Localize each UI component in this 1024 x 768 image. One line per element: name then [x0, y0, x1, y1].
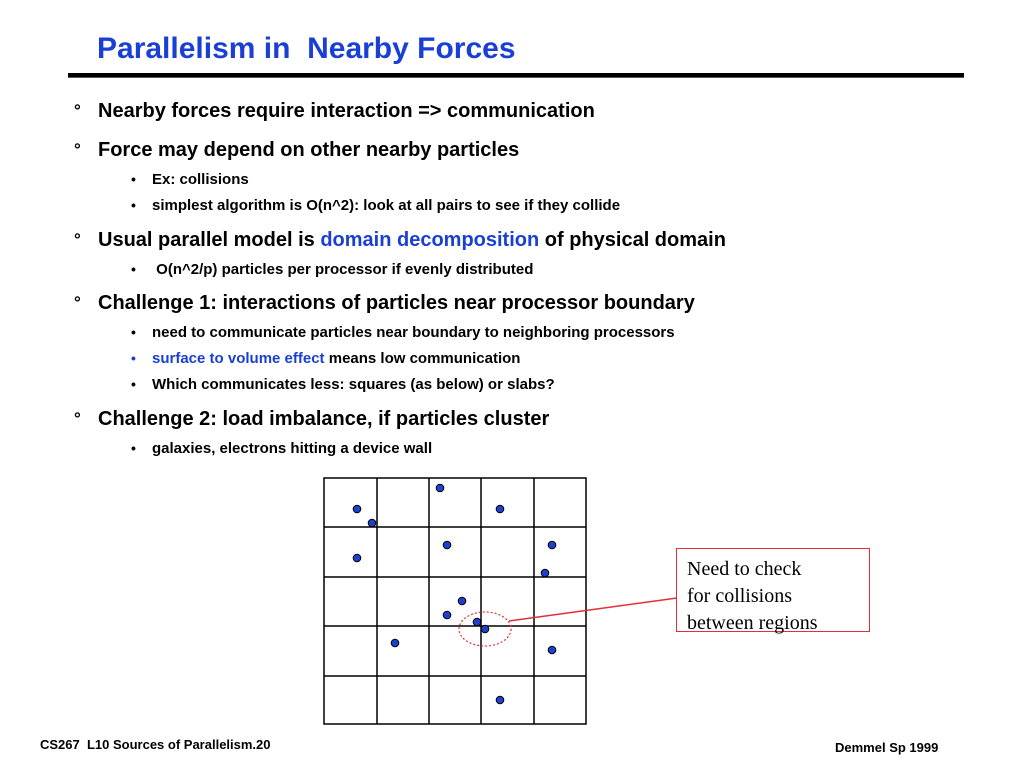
- sub-bullet-marker: •: [131, 197, 136, 213]
- sub-bullet-galaxies: galaxies, electrons hitting a device wall: [152, 440, 433, 457]
- bullet-marker: °: [74, 409, 81, 428]
- particle: [458, 597, 466, 605]
- callout-line: between regions: [687, 612, 818, 634]
- particle: [353, 505, 361, 513]
- particle: [541, 569, 549, 577]
- particle: [481, 625, 489, 633]
- callout-line: Need to check: [687, 558, 802, 580]
- particle: [353, 554, 361, 562]
- particle: [473, 618, 481, 626]
- bullet-force-depends: Force may depend on other nearby particles: [98, 139, 520, 161]
- particle: [443, 541, 451, 549]
- particle: [368, 519, 376, 527]
- sub-bullet-marker: •: [131, 440, 136, 456]
- particle: [548, 541, 556, 549]
- bullet-marker: °: [74, 101, 81, 120]
- particle: [443, 611, 451, 619]
- bullet-marker: °: [74, 230, 81, 249]
- sub-bullet-marker: •: [131, 324, 136, 340]
- particles: [353, 484, 556, 704]
- footer-right: Demmel Sp 1999: [835, 740, 939, 755]
- bullet-challenge-2: Challenge 2: load imbalance, if particles cluster: [98, 408, 550, 430]
- footer-left: CS267 L10 Sources of Parallelism.20: [40, 737, 271, 752]
- sub-bullet-marker: •: [131, 261, 136, 277]
- particle: [548, 646, 556, 654]
- callout-text: [687, 556, 867, 637]
- bullet-parallel-model-post: of physical domain: [539, 229, 726, 251]
- particle: [391, 639, 399, 647]
- sub-bullet-marker: •: [131, 376, 136, 392]
- domain-decomposition-highlight: domain decomposition: [320, 229, 540, 251]
- sub-bullet-surface-volume-post: means low communication: [324, 350, 521, 367]
- sub-bullet-communicate-boundary: need to communicate particles near boundary to neighboring processors: [152, 324, 675, 341]
- sub-bullet-marker: •: [131, 171, 136, 187]
- callout-line: for collisions: [687, 585, 792, 607]
- processor-grid: [324, 478, 586, 724]
- bullet-marker: °: [74, 293, 81, 312]
- bullet-nearby-forces: Nearby forces require interaction => communication: [98, 100, 595, 122]
- bullet-marker: °: [74, 140, 81, 159]
- bullet-challenge-1: Challenge 1: interactions of particles near processor boundary: [98, 292, 695, 314]
- bullet-parallel-model-pre: Usual parallel model is: [98, 229, 321, 251]
- particle: [436, 484, 444, 492]
- sub-bullet-collisions: Ex: collisions: [152, 171, 249, 188]
- collision-callout: [676, 548, 870, 632]
- sub-bullet-squares-slabs: Which communicates less: squares (as below) or slabs?: [152, 376, 555, 393]
- grid-outline: [324, 478, 586, 724]
- surface-to-volume-highlight: surface to volume effect: [152, 350, 325, 367]
- sub-bullet-particles-per-processor: O(n^2/p) particles per processor if evenly distributed: [152, 261, 534, 278]
- particle: [496, 505, 504, 513]
- sub-bullet-marker: •: [131, 350, 136, 366]
- particle: [496, 696, 504, 704]
- sub-bullet-simplest-algorithm: simplest algorithm is O(n^2): look at all pairs to see if they collide: [152, 197, 621, 214]
- slide-title: Parallelism in Nearby Forces: [97, 32, 516, 65]
